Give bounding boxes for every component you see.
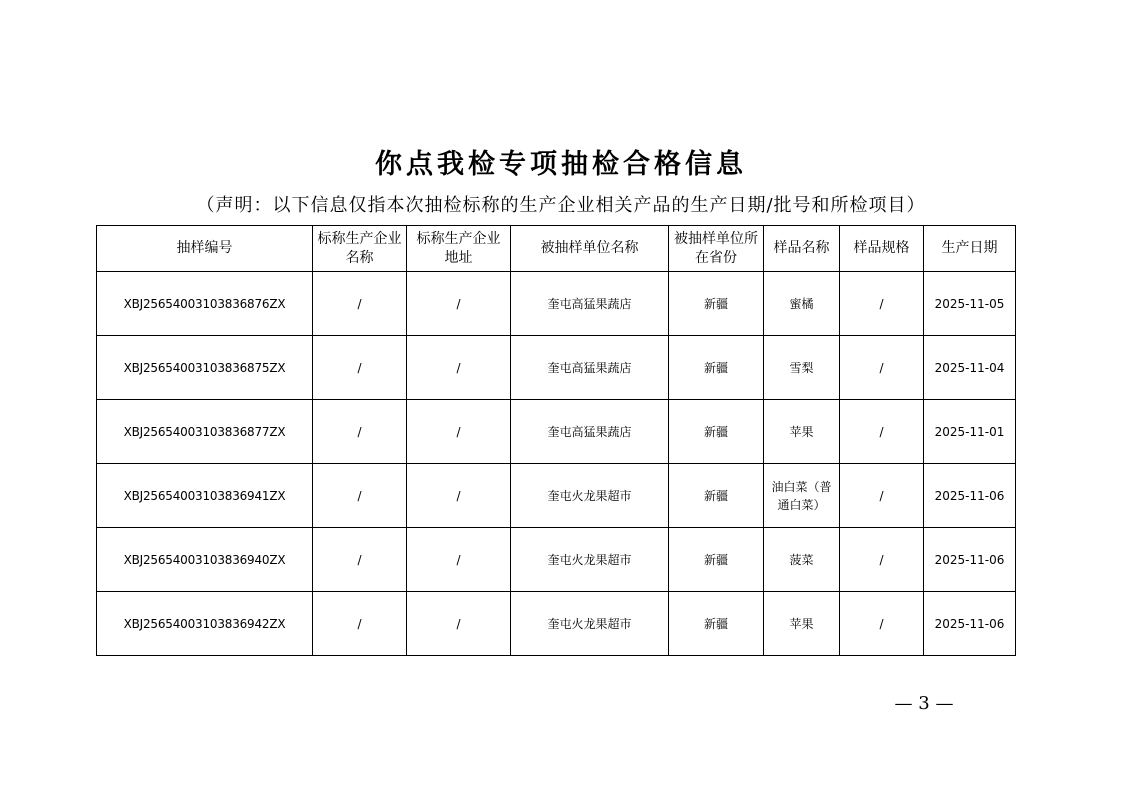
cell-production-date: 2025-11-05 [924,272,1016,336]
cell-sampled-unit: 奎屯火龙果超市 [511,592,669,656]
cell-sampled-unit: 奎屯火龙果超市 [511,528,669,592]
cell-producer-name: / [313,592,407,656]
cell-sample-name: 苹果 [764,400,840,464]
cell-producer-address: / [407,336,511,400]
table-header-row [97,226,1016,272]
cell-producer-address: / [407,592,511,656]
cell-sample-name: 苹果 [764,592,840,656]
cell-production-date: 2025-11-06 [924,464,1016,528]
cell-producer-address: / [407,528,511,592]
cell-sample-no: XBJ25654003103836942ZX [97,592,313,656]
cell-province: 新疆 [669,592,764,656]
cell-spec: / [840,592,924,656]
cell-province: 新疆 [669,528,764,592]
cell-sampled-unit: 奎屯高猛果蔬店 [511,272,669,336]
table-row [97,528,1016,592]
header-production-date: 生产日期 [924,226,1016,272]
header-spec: 样品规格 [840,226,924,272]
cell-sample-name: 油白菜（普通白菜） [764,464,840,528]
cell-sample-no: XBJ25654003103836941ZX [97,464,313,528]
cell-production-date: 2025-11-04 [924,336,1016,400]
cell-spec: / [840,336,924,400]
cell-production-date: 2025-11-01 [924,400,1016,464]
cell-sampled-unit: 奎屯火龙果超市 [511,464,669,528]
header-sampled-unit: 被抽样单位名称 [511,226,669,272]
cell-province: 新疆 [669,272,764,336]
page-number: — 3 — [894,693,954,714]
table-row [97,592,1016,656]
cell-sample-name: 雪梨 [764,336,840,400]
cell-producer-address: / [407,464,511,528]
cell-sampled-unit: 奎屯高猛果蔬店 [511,336,669,400]
cell-producer-name: / [313,272,407,336]
inspection-table [96,225,1016,656]
cell-sample-name: 菠菜 [764,528,840,592]
cell-production-date: 2025-11-06 [924,528,1016,592]
document-title: 你点我检专项抽检合格信息 [375,149,747,180]
cell-province: 新疆 [669,464,764,528]
cell-province: 新疆 [669,336,764,400]
document-subtitle: （声明：以下信息仅指本次抽检标称的生产企业相关产品的生产日期/批号和所检项目） [196,195,926,216]
header-sample-name: 样品名称 [764,226,840,272]
cell-spec: / [840,464,924,528]
table-row [97,336,1016,400]
cell-producer-address: / [407,400,511,464]
table-row [97,272,1016,336]
header-province: 被抽样单位所在省份 [669,226,764,272]
table-row [97,400,1016,464]
cell-sampled-unit: 奎屯高猛果蔬店 [511,400,669,464]
cell-producer-name: / [313,528,407,592]
cell-producer-address: / [407,272,511,336]
header-sample-no: 抽样编号 [97,226,313,272]
cell-sample-no: XBJ25654003103836875ZX [97,336,313,400]
cell-sample-no: XBJ25654003103836877ZX [97,400,313,464]
cell-producer-name: / [313,400,407,464]
header-producer-name: 标称生产企业名称 [313,226,407,272]
cell-producer-name: / [313,336,407,400]
cell-production-date: 2025-11-06 [924,592,1016,656]
cell-producer-name: / [313,464,407,528]
cell-sample-no: XBJ25654003103836876ZX [97,272,313,336]
table-row [97,464,1016,528]
cell-spec: / [840,400,924,464]
cell-spec: / [840,272,924,336]
cell-sample-no: XBJ25654003103836940ZX [97,528,313,592]
cell-sample-name: 蜜橘 [764,272,840,336]
header-producer-address: 标称生产企业地址 [407,226,511,272]
cell-province: 新疆 [669,400,764,464]
cell-spec: / [840,528,924,592]
